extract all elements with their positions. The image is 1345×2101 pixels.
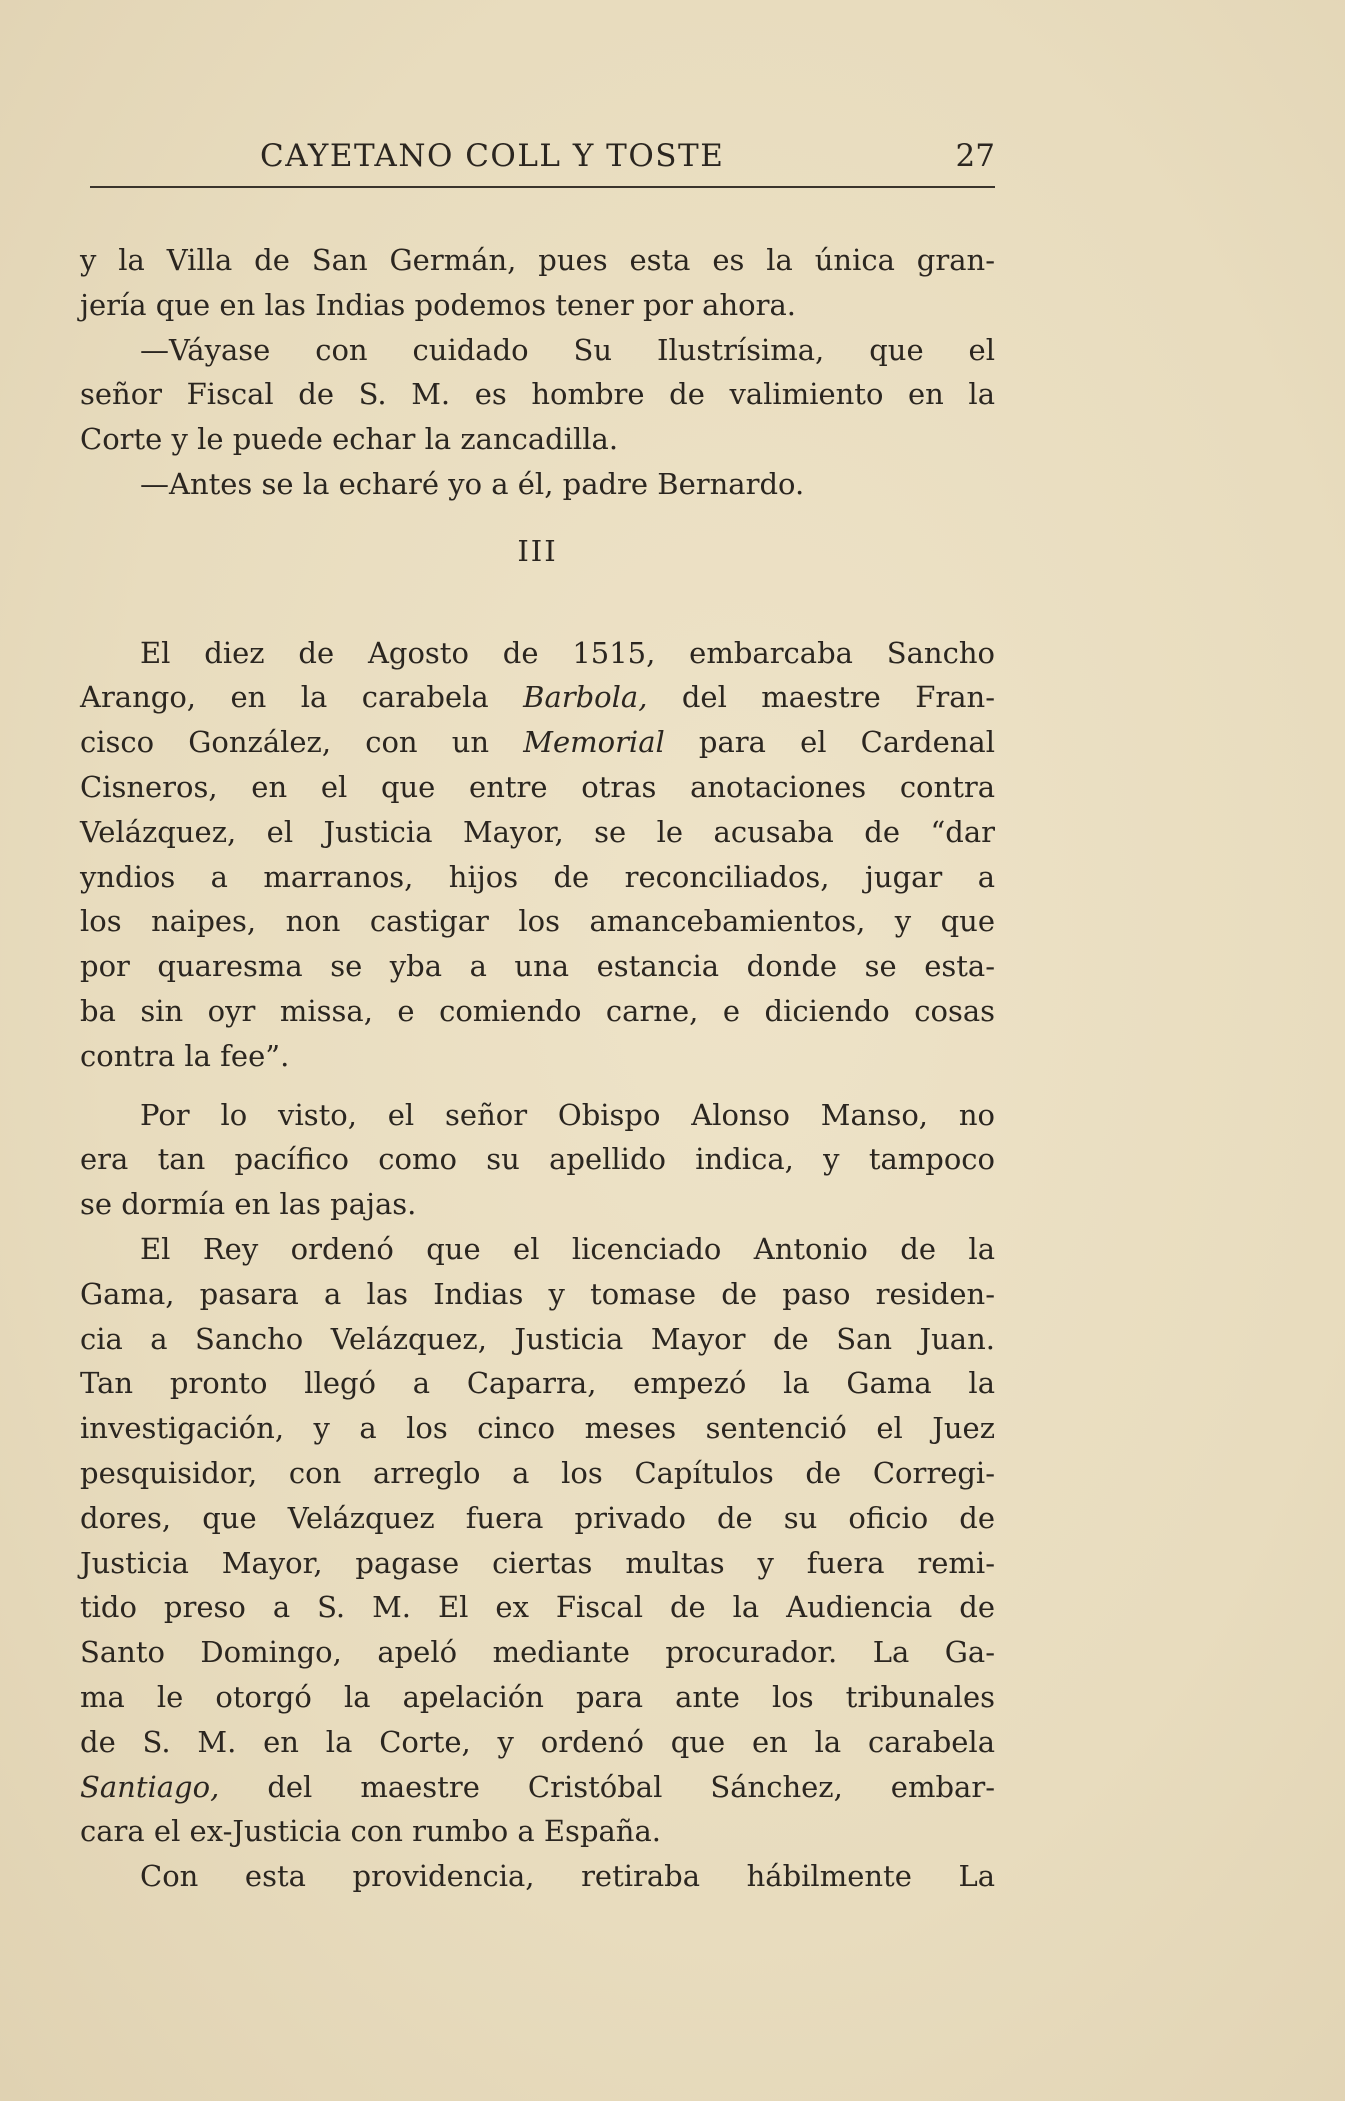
text-line: ba sin oyr missa, e comiendo carne, e diciendo cosas — [80, 993, 995, 1028]
text-line: señor Fiscal de S. M. es hombre de valimiento en la — [80, 377, 995, 412]
header-rule — [90, 186, 995, 188]
text-line: investigación, y a los cinco meses sentenció el Juez — [80, 1411, 995, 1446]
page-number: 27 — [955, 138, 995, 174]
section-heading: III — [517, 533, 558, 568]
text-line: ma le otorgó la apelación para ante los tribunales — [80, 1679, 995, 1714]
text-fragment: del maestre Fran- — [647, 680, 995, 715]
text-line: tido preso a S. M. El ex Fiscal de la Audiencia de — [80, 1590, 995, 1625]
text-fragment: Arango, en la carabela — [80, 680, 524, 715]
ship-name: Barbola, — [523, 680, 648, 715]
text-line: —Váyase con cuidado Su Ilustrísima, que el — [140, 332, 995, 367]
text-line: Con esta providencia, retiraba hábilmente La — [140, 1859, 995, 1894]
paragraph-gap — [80, 1079, 995, 1093]
document-title: Memorial — [523, 725, 665, 760]
text-line: Corte y le puede echar la zancadilla. — [80, 422, 619, 457]
text-line: El diez de Agosto de 1515, embarcaba Sancho — [140, 635, 995, 670]
text-line — [80, 1765, 995, 1810]
ship-name: Santiago, — [80, 1769, 220, 1804]
text-line: Por lo visto, el señor Obispo Alonso Manso, no — [140, 1097, 995, 1132]
text-line: Cisneros, en el que entre otras anotaciones contra — [80, 769, 995, 804]
text-line: cara el ex-Justicia con rumbo a España. — [80, 1814, 661, 1849]
text-line: pesquisidor, con arreglo a los Capítulos de Corregi- — [80, 1455, 995, 1490]
text-line: El Rey ordenó que el licenciado Antonio de la — [140, 1231, 995, 1266]
text-line: contra la fee”. — [80, 1038, 290, 1073]
running-head: CAYETANO COLL Y TOSTE — [260, 138, 725, 174]
text-line: dores, que Velázquez fuera privado de su oficio de — [80, 1500, 995, 1535]
text-line: por quaresma se yba a una estancia donde se esta- — [80, 949, 995, 984]
text-line: de S. M. en la Corte, y ordenó que en la carabela — [80, 1724, 995, 1759]
text-line: era tan pacífico como su apellido indica, y tampoco — [80, 1142, 995, 1177]
text-fragment: del maestre Cristóbal Sánchez, embar- — [219, 1769, 995, 1804]
text-line: jería que en las Indias podemos tener por ahora. — [80, 287, 796, 322]
text-line: cia a Sancho Velázquez, Justicia Mayor de San Juan. — [80, 1321, 995, 1356]
text-line: los naipes, non castigar los amancebamientos, y que — [80, 904, 995, 939]
text-fragment: para el Cardenal — [664, 725, 995, 760]
text-line: Velázquez, el Justicia Mayor, se le acusaba de “dar — [80, 814, 995, 849]
text-line: y la Villa de San Germán, pues esta es la única gran- — [80, 243, 995, 277]
text-line: Santo Domingo, apeló mediante procurador. La Ga- — [80, 1635, 995, 1670]
page-header — [90, 130, 995, 190]
text-line: Justicia Mayor, pagase ciertas multas y fuera remi- — [80, 1545, 995, 1580]
text-line: yndios a marranos, hijos de reconciliados, jugar a — [80, 859, 995, 894]
text-line: —Antes se la echaré yo a él, padre Bernardo. — [140, 466, 805, 501]
text-line — [80, 720, 995, 765]
text-line — [80, 675, 995, 720]
text-line: se dormía en las pajas. — [80, 1187, 417, 1222]
text-line: Tan pronto llegó a Caparra, empezó la Gama la — [80, 1366, 995, 1401]
body-text — [80, 238, 995, 1899]
text-line: Gama, pasara a las Indias y tomase de paso residen- — [80, 1276, 995, 1311]
text-fragment: cisco González, con un — [80, 725, 524, 760]
